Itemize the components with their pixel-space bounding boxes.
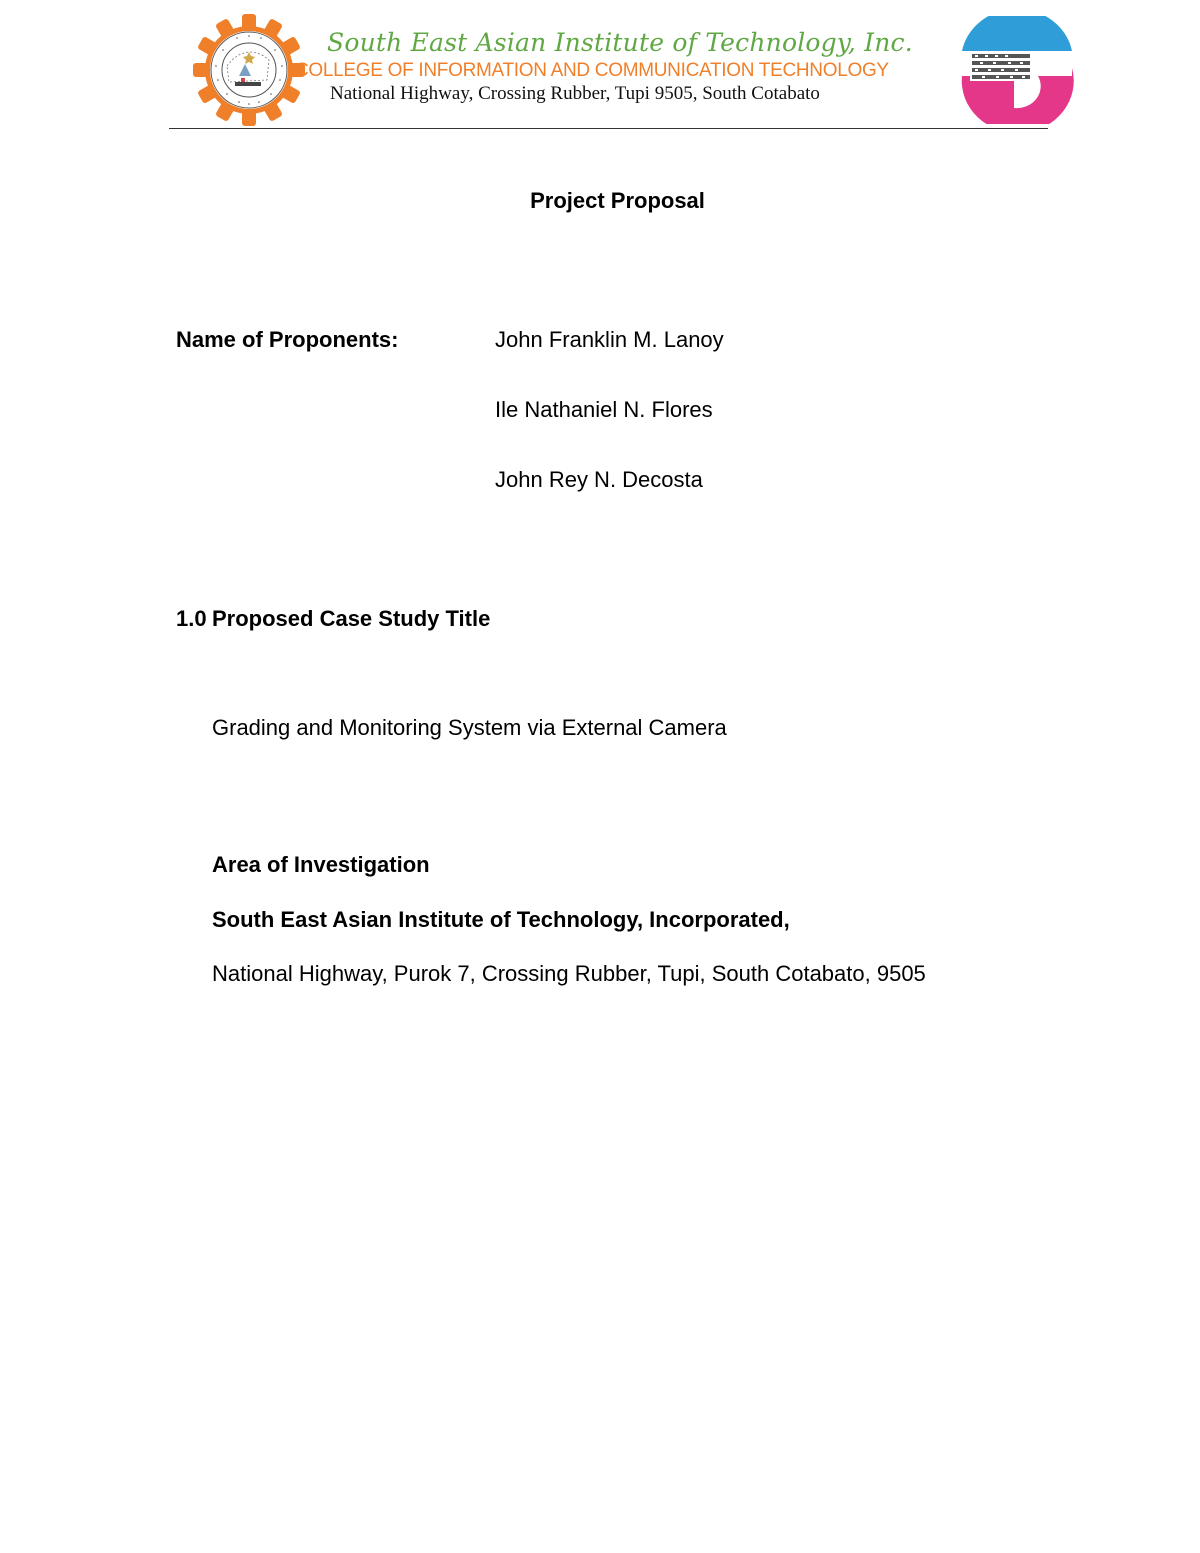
section-title: Proposed Case Study Title: [212, 606, 491, 631]
area-heading: Area of Investigation: [212, 852, 430, 877]
school-seal-icon: [193, 14, 305, 126]
area-address: National Highway, Purok 7, Crossing Rubber, Tupi, South Cotabato, 9505: [212, 961, 926, 986]
proponent-name: Ile Nathaniel N. Flores: [495, 397, 713, 422]
header-divider: [169, 128, 1048, 129]
ict-logo-icon: [958, 16, 1076, 124]
case-study-title: Grading and Monitoring System via External Camera: [212, 715, 727, 740]
school-address: National Highway, Crossing Rubber, Tupi 9505, South Cotabato: [330, 83, 820, 104]
proponent-name: John Rey N. Decosta: [495, 467, 703, 492]
proponent-name: John Franklin M. Lanoy: [495, 327, 724, 352]
area-institution: South East Asian Institute of Technology, Incorporated,: [212, 907, 790, 932]
section-number: 1.0: [176, 606, 207, 631]
proponents-label: Name of Proponents:: [176, 327, 399, 352]
college-name: COLLEGE OF INFORMATION AND COMMUNICATION TECHNOLOGY: [295, 60, 889, 81]
document-title: Project Proposal: [530, 188, 705, 213]
school-name: South East Asian Institute of Technology, Inc.: [327, 28, 913, 57]
